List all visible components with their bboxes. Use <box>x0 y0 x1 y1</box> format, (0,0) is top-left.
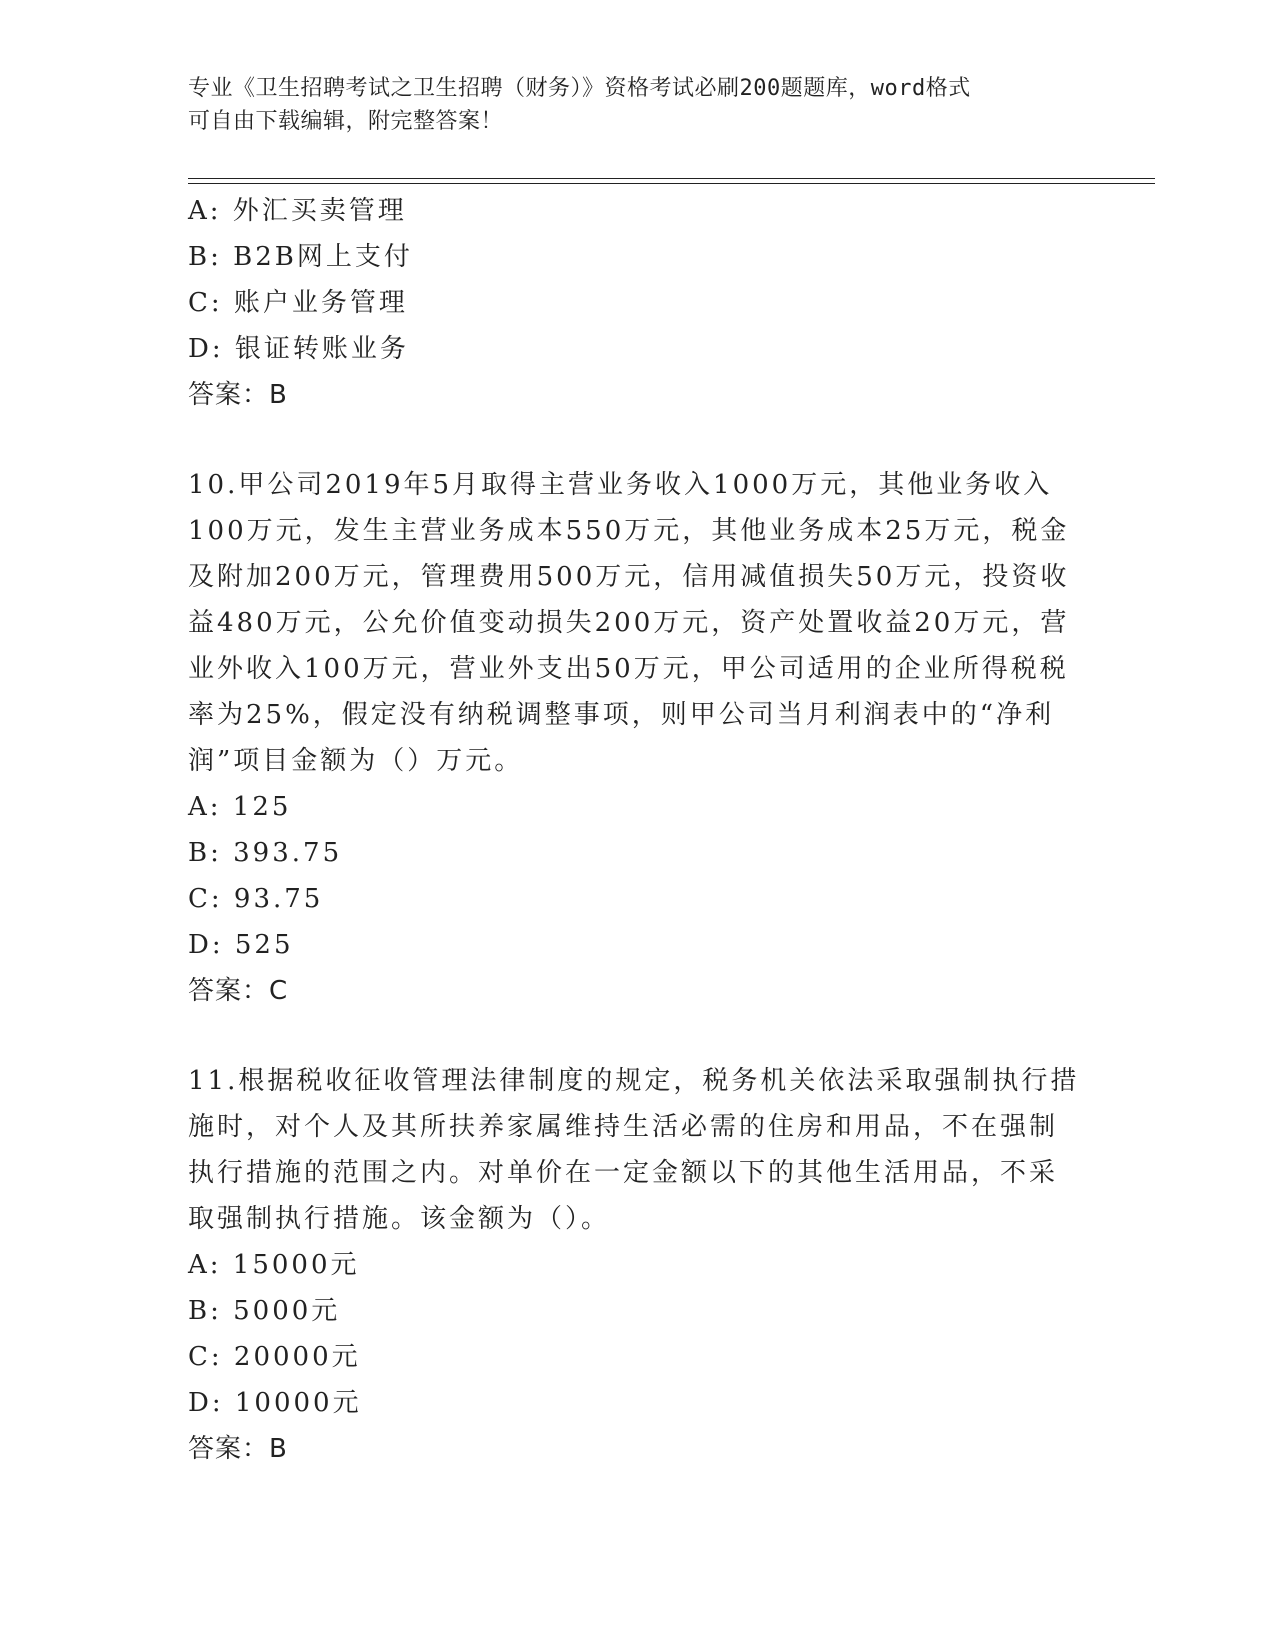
question-stem-line: 100万元，发生主营业务成本550万元，其他业务成本25万元，税金 <box>188 516 1070 546</box>
answer: 答案：B <box>188 380 288 410</box>
question-stem-line: 润”项目金额为（）万元。 <box>188 746 524 776</box>
question-stem-line: 及附加200万元，管理费用500万元，信用减值损失50万元，投资收 <box>188 562 1070 592</box>
option-d: D: 525 <box>188 930 294 960</box>
header-divider-bottom <box>188 183 1155 184</box>
header-divider-top <box>188 178 1155 179</box>
option-a: A: 125 <box>188 792 292 822</box>
question-stem-line: 执行措施的范围之内。对单价在一定金额以下的其他生活用品，不采 <box>188 1158 1059 1188</box>
option-b: B: 5000元 <box>188 1296 341 1326</box>
option-c: C: 账户业务管理 <box>188 288 408 318</box>
question-11 <box>188 1014 1078 1472</box>
question-stem-line: 10.甲公司2019年5月取得主营业务收入1000万元，其他业务收入 <box>188 470 1053 500</box>
option-a: A: 外汇买卖管理 <box>188 196 407 226</box>
option-a: A: 15000元 <box>188 1250 360 1280</box>
question-stem-line: 施时，对个人及其所扶养家属维持生活必需的住房和用品，不在强制 <box>188 1112 1059 1142</box>
option-c: C: 93.75 <box>188 884 324 914</box>
spacer <box>188 418 1078 462</box>
answer: 答案：C <box>188 976 289 1006</box>
option-b: B: 393.75 <box>188 838 343 868</box>
question-list <box>188 188 1078 1472</box>
header-line-1: 专业《卫生招聘考试之卫生招聘（财务）》资格考试必刷200题题库，word格式 <box>188 76 971 101</box>
question-stem-line: 率为25%，假定没有纳税调整事项，则甲公司当月利润表中的“净利 <box>188 700 1055 730</box>
document-header <box>188 72 1068 138</box>
option-c: C: 20000元 <box>188 1342 361 1372</box>
question-stem-line: 业外收入100万元，营业外支出50万元，甲公司适用的企业所得税税 <box>188 654 1069 684</box>
question-stem-line: 取强制执行措施。该金额为（）。 <box>188 1204 611 1234</box>
question-10 <box>188 418 1078 1014</box>
option-b: B: B2B网上支付 <box>188 242 413 272</box>
answer: 答案：B <box>188 1434 288 1464</box>
spacer <box>188 1014 1078 1058</box>
option-d: D: 10000元 <box>188 1388 362 1418</box>
question-stem-line: 11.根据税收征收管理法律制度的规定，税务机关依法采取强制执行措 <box>188 1066 1080 1096</box>
question-stem-line: 益480万元，公允价值变动损失200万元，资产处置收益20万元，营 <box>188 608 1070 638</box>
option-d: D: 银证转账业务 <box>188 334 409 364</box>
question-9 <box>188 188 1078 418</box>
header-line-2: 可自由下载编辑，附完整答案！ <box>188 109 504 134</box>
